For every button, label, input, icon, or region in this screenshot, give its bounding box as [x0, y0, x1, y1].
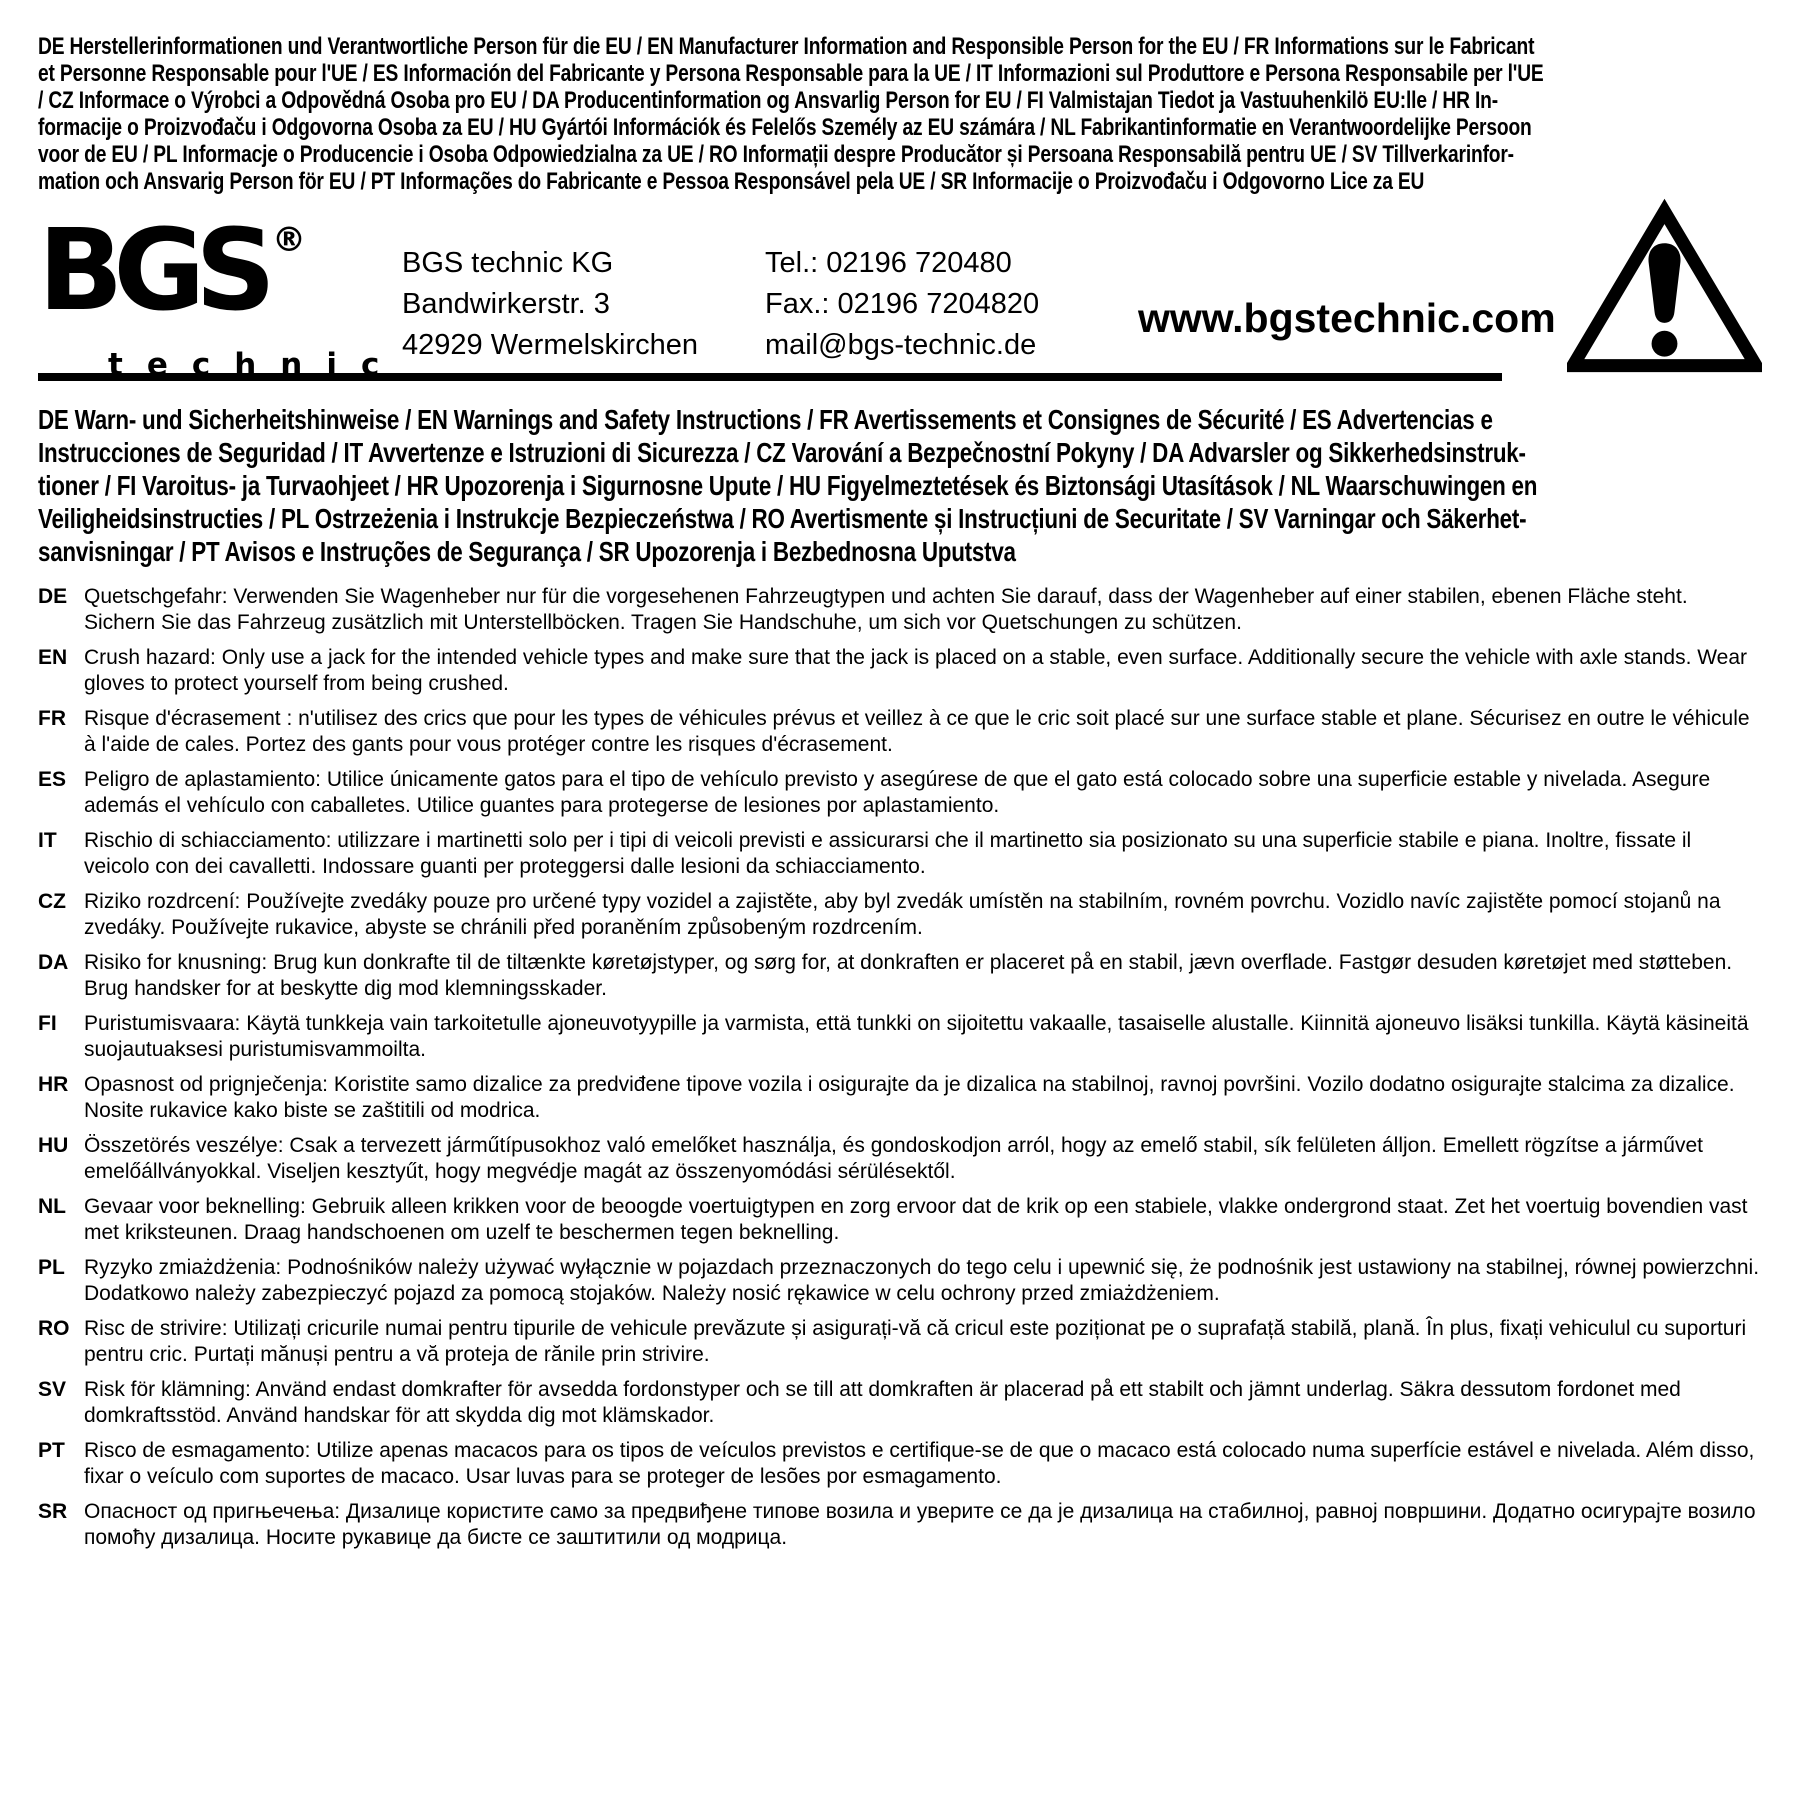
warning-entry-en	[38, 645, 1762, 697]
language-code: EN	[38, 646, 68, 669]
warning-entry-hu	[38, 1133, 1762, 1185]
language-code: FR	[38, 707, 66, 730]
warning-text: Risc de strivire: Utilizați cricurile numai pentru tipurile de vehicule prevăzute și asigurați-vă că cricul este poziționat pe o suprafață stabilă, plană. În plus, fixați vehiculul cu suporturi pentru cric. Purtați mănuși pentru a vă proteja de rănile prin strivire.	[84, 1317, 1747, 1366]
language-code: HR	[38, 1073, 69, 1096]
warning-text: Opasnost od prignječenja: Koristite samo dizalice za predviđene tipove vozila i osigurajte da je dizalica na stabilnoj, ravnoj površini. Vozilo dodatno osigurajte stalcima za dizalice. Nosite rukavice kako biste se zaštitili od modrica.	[84, 1073, 1735, 1122]
warning-text: Опасност од пригњечења: Дизалице користите само за предвиђене типове возила и уверите се да је дизалица на стабилној, равној површини. Додатно осигурајте возило помоћу дизалица. Носите рукавице да бисте се заштитили од модрица.	[84, 1500, 1756, 1549]
language-code: DA	[38, 951, 69, 974]
company-contact	[765, 243, 1095, 366]
language-code: ES	[38, 768, 67, 791]
language-code: PT	[38, 1439, 65, 1462]
company-name: BGS technic KG	[402, 247, 614, 279]
language-code: FI	[38, 1012, 57, 1035]
manufacturer-info-line: mation och Ansvarig Person för EU / PT Informações do Fabricante e Pessoa Responsável pela UE / SR Informacije o Proizvođaču i Odgovorno Lice za EU	[38, 168, 1425, 195]
warnings-header-line: sanvisningar / PT Avisos e Instruções de Segurança / SR Upozorenja i Bezbednosna Uputstva	[38, 536, 1016, 567]
warning-entry-hr	[38, 1072, 1762, 1124]
company-address	[402, 243, 765, 366]
language-code: IT	[38, 829, 57, 852]
warning-text: Crush hazard: Only use a jack for the intended vehicle types and make sure that the jack is placed on a stable, even surface. Additionally secure the vehicle with axle stands. Wear gloves to protect yourself from being crushed.	[84, 646, 1748, 695]
warning-text: Peligro de aplastamiento: Utilice únicamente gatos para el tipo de vehículo previsto y asegúrese de que el gato está colocado sobre una superficie estable y nivelada. Asegure además el vehículo con caballetes. Utilice guantes para protegerse de lesiones por aplastamiento.	[84, 768, 1711, 817]
company-city: 42929 Wermelskirchen	[402, 329, 699, 361]
warning-entry-de	[38, 584, 1762, 636]
brand-row	[38, 206, 1762, 383]
warning-entry-fr	[38, 706, 1762, 758]
warning-entry-pt	[38, 1438, 1762, 1490]
bgs-logo-subtext: technic	[108, 347, 404, 383]
company-street: Bandwirkerstr. 3	[402, 288, 610, 320]
manufacturer-info-line: et Personne Responsable pour l'UE / ES Información del Fabricante y Persona Responsable para la UE / IT Informazioni sul Produttore e Persona Responsabile per l'UE	[38, 60, 1544, 87]
warnings-header-line: Veiligheidsinstructies / PL Ostrzeżenia i Instrukcje Bezpieczeństwa / RO Avertismente și Instrucțiuni de Securitate / SV Varningar och Säkerhet-	[38, 503, 1527, 534]
language-code: SV	[38, 1378, 67, 1401]
warning-entry-cz	[38, 889, 1762, 941]
warning-entry-sr	[38, 1499, 1762, 1551]
warning-text: Rischio di schiacciamento: utilizzare i martinetti solo per i tipi di veicoli previsti e assicurarsi che il martinetto sia posizionato su una superficie stabile e piana. Inoltre, fissate il veicolo con dei cavalletti. Indossare guanti per proteggersi dalle lesioni da schiacciamento.	[84, 829, 1692, 878]
warning-text: Gevaar voor beknelling: Gebruik alleen krikken voor de beoogde voertuigtypen en zorg ervoor dat de krik op een stabiele, vlakke ondergrond staat. Zet het voertuig bovendien vast met kriksteunen. Draag handschoenen om uzelf te beschermen tegen beknelling.	[84, 1195, 1748, 1244]
warning-text: Risiko for knusning: Brug kun donkrafte til de tiltænkte køretøjstyper, og sørg for, at donkraften er placeret på en stabil, jævn overflade. Fastgør desuden køretøjet med støtteben. Brug handsker for at beskytte dig mod klemningsskader.	[84, 951, 1733, 1000]
warning-entry-ro	[38, 1316, 1762, 1368]
warning-text: Risque d'écrasement : n'utilisez des crics que pour les types de véhicules prévus et veillez à ce que le cric soit placé sur une surface stable et plane. Sécurisez en outre le véhicule à l'aide de cales. Portez des gants pour vous protéger contre les risques d'écrasement.	[84, 707, 1750, 756]
language-code: RO	[38, 1317, 70, 1340]
warning-text: Ryzyko zmiażdżenia: Podnośników należy używać wyłącznie w pojazdach przeznaczonych do tego celu i upewnić się, że podnośnik jest ustawiony na stabilnej, równej powierzchni. Dodatkowo należy zabezpieczyć pojazd za pomocą stojaków. Należy nosić rękawice w celu ochrony przed zmiażdżeniem.	[84, 1256, 1760, 1305]
website-url: www.bgstechnic.com	[1138, 295, 1556, 341]
warning-text: Quetschgefahr: Verwenden Sie Wagenheber nur für die vorgesehenen Fahrzeugtypen und achten Sie darauf, dass der Wagenheber auf einer stabilen, ebenen Fläche steht. Sichern Sie das Fahrzeug zusätzlich mit Unterstellböcken. Tragen Sie Handschuhe, um sich vor Quetschungen zu schützen.	[84, 585, 1688, 634]
warning-entry-it	[38, 828, 1762, 880]
warning-text: Riziko rozdrcení: Používejte zvedáky pouze pro určené typy vozidel a zajistěte, aby byl zvedák umístěn na stabilním, rovném povrchu. Vozidlo navíc zajistěte pomocí stojanů na zvedáky. Používejte rukavice, abyste se chránili před poraněním způsobeným rozdrcením.	[84, 890, 1721, 939]
language-code: PL	[38, 1256, 65, 1279]
warning-entry-nl	[38, 1194, 1762, 1246]
language-code: CZ	[38, 890, 66, 913]
fax-number: Fax.: 02196 7204820	[765, 288, 1040, 320]
language-code: SR	[38, 1500, 68, 1523]
warnings-header-line: DE Warn- und Sicherheitshinweise / EN Warnings and Safety Instructions / FR Avertissements et Consignes de Sécurité / ES Advertencias e	[38, 404, 1493, 435]
manufacturer-info-line: / CZ Informace o Výrobci a Odpovědná Osoba pro EU / DA Producentinformation og Ansvarlig Person for EU / FI Valmistajan Tiedot ja Vastuuhenkilö EU:lle / HR In-	[38, 87, 1498, 114]
warning-entry-sv	[38, 1377, 1762, 1429]
manufacturer-info-line: formacije o Proizvođaču i Odgovorna Osoba za EU / HU Gyártói Információk és Felelős Személy az EU számára / NL Fabrikantinformatie en Verantwoordelijke Persoon	[38, 114, 1532, 141]
warning-entry-pl	[38, 1255, 1762, 1307]
language-code: NL	[38, 1195, 66, 1218]
phone-number: Tel.: 02196 720480	[765, 247, 1012, 279]
warnings-list	[38, 584, 1762, 1551]
warning-entry-da	[38, 950, 1762, 1002]
warning-entry-es	[38, 767, 1762, 819]
warnings-header-line: Instrucciones de Seguridad / IT Avvertenze e Istruzioni di Sicurezza / CZ Varování a Bezpečnostní Pokyny / DA Advarsler og Sikkerhedsinstruk-	[38, 437, 1526, 468]
bgs-logo-wordmark	[38, 206, 368, 348]
bgs-logo-text: BGS	[38, 206, 266, 336]
language-code: DE	[38, 585, 68, 608]
warnings-header	[38, 403, 1763, 568]
manufacturer-info-line: voor de EU / PL Informacje o Producencie i Osoba Odpowiedzialna za UE / RO Informații despre Producător și Persoana Responsabilă pentru UE / SV Tillverkarinfor-	[38, 141, 1514, 168]
warnings-header-line: tioner / FI Varoitus- ja Turvaohjeet / HR Upozorenja i Sigurnosne Upute / HU Figyelmeztetések és Biztonsági Utasítások / NL Waarschuwingen en	[38, 470, 1538, 501]
warning-triangle-icon	[1567, 196, 1762, 378]
warning-text: Összetörés veszélye: Csak a tervezett járműtípusokhoz való emelőket használja, és gondoskodjon arról, hogy az emelő stabil, sík felületen álljon. Emellett rögzítse a járművet emelőállványokkal. Viseljen kesztyűt, hogy megvédje magát az összenyomódási sérülésektől.	[84, 1134, 1703, 1183]
registered-trademark-icon: ®	[271, 220, 306, 260]
warning-entry-fi	[38, 1011, 1762, 1063]
manufacturer-info-header	[38, 33, 1763, 195]
warning-text: Puristumisvaara: Käytä tunkkeja vain tarkoitetulle ajoneuvotyypille ja varmista, että tunkki on sijoitettu vakaalle, tasaiselle alustalle. Kiinnitä ajoneuvo lisäksi tunkilla. Käytä käsineitä suojautuaksesi puristumisvammoilta.	[84, 1012, 1749, 1061]
email-address: mail@bgs-technic.de	[765, 329, 1037, 361]
language-code: HU	[38, 1134, 69, 1157]
manufacturer-info-line: DE Herstellerinformationen und Verantwortliche Person für die EU / EN Manufacturer Information and Responsible Person for the EU / FR Informations sur le Fabricant	[38, 33, 1535, 60]
warning-text: Risk för klämning: Använd endast domkrafter för avsedda fordonstyper och se till att domkraften är placerad på ett stabilt och jämnt underlag. Säkra dessutom fordonet med domkraftsstöd. Använd handskar för att skydda dig mot klämskador.	[84, 1378, 1681, 1427]
warning-text: Risco de esmagamento: Utilize apenas macacos para os tipos de veículos previstos e certifique-se de que o macaco está colocado numa superfície estável e nivelada. Além disso, fixar o veículo com suportes de macaco. Usar luvas para se proteger de lesões por esmagamento.	[84, 1439, 1755, 1488]
bgs-logo	[38, 206, 404, 383]
